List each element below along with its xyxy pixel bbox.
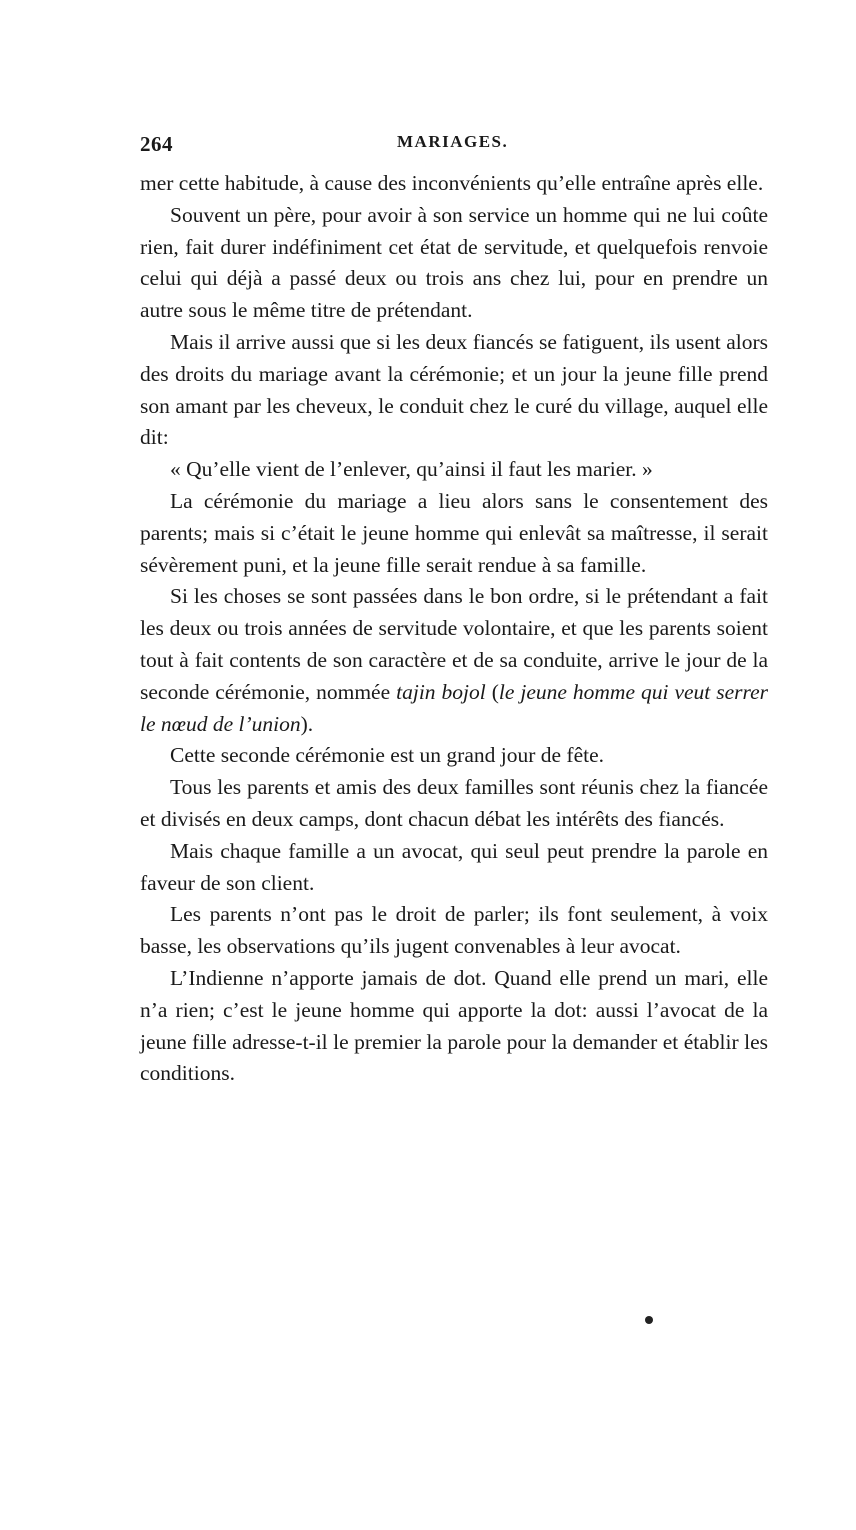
- paragraph-continued: mer cette habitude, à cause des inconvénients qu’elle entraîne après elle.: [140, 171, 764, 195]
- paragraph-with-term: [140, 581, 768, 740]
- paragraph: Souvent un père, pour avoir à son service un homme qui ne lui coûte rien, fait durer indéfiniment cet état de servitude, et quelquefois renvoie celui qui déjà a passé deux ou trois ans chez lui, pour en prendre un autre sous le même titre de prétendant.: [140, 202, 768, 323]
- paragraph-text: ).: [300, 711, 314, 736]
- paragraph: Mais il arrive aussi que si les deux fiancés se fatiguent, ils usent alors des droits du mariage avant la cérémonie; et un jour la jeune fille prend son amant par les cheveux, le conduit chez le curé du village, auquel elle dit:: [140, 329, 768, 450]
- paragraph: Tous les parents et amis des deux familles sont réunis chez la fiancée et divisés en deux camps, dont chacun débat les intérêts des fiancés.: [140, 775, 768, 831]
- body-text: [140, 168, 768, 1090]
- paragraph-text: (: [485, 679, 499, 704]
- ink-dot-mark: [645, 1316, 653, 1324]
- paragraph: Les parents n’ont pas le droit de parler; ils font seulement, à voix basse, les observations qu’ils jugent convenables à leur avocat.: [140, 902, 768, 959]
- running-title: MARIAGES.: [397, 132, 509, 151]
- paragraph: Cette seconde cérémonie est un grand jour de fête.: [170, 743, 604, 768]
- paragraph: La cérémonie du mariage a lieu alors sans le consentement des parents; mais si c’était le jeune homme qui enlevât sa maîtresse, il serait sévèrement puni, et la jeune fille serait rendue à sa famille.: [140, 488, 768, 577]
- italic-term: tajin bojol: [396, 679, 486, 704]
- running-head: [140, 132, 766, 162]
- paragraph-quotation: « Qu’elle vient de l’enlever, qu’ainsi il faut les marier. »: [170, 457, 653, 482]
- page-number: 264: [140, 132, 173, 156]
- italic-gloss: le jeune homme qui veut serrer le nœud de l’union: [140, 679, 768, 736]
- paragraph: L’Indienne n’apporte jamais de dot. Quand elle prend un mari, elle n’a rien; c’est le jeune homme qui apporte la dot: aussi l’avocat de la jeune fille adresse-t-il le premier la parole pour la demander et établir les conditions.: [140, 965, 768, 1086]
- paragraph-text: Si les choses se sont passées dans le bon ordre, si le prétendant a fait les deux ou trois années de servitude volontaire, et que les parents soient tout à fait contents de son caractère et de sa conduite, arrive le jour de la seconde cérémonie, nommée: [140, 584, 768, 704]
- paragraph: Mais chaque famille a un avocat, qui seul peut prendre la parole en faveur de son client.: [140, 838, 768, 895]
